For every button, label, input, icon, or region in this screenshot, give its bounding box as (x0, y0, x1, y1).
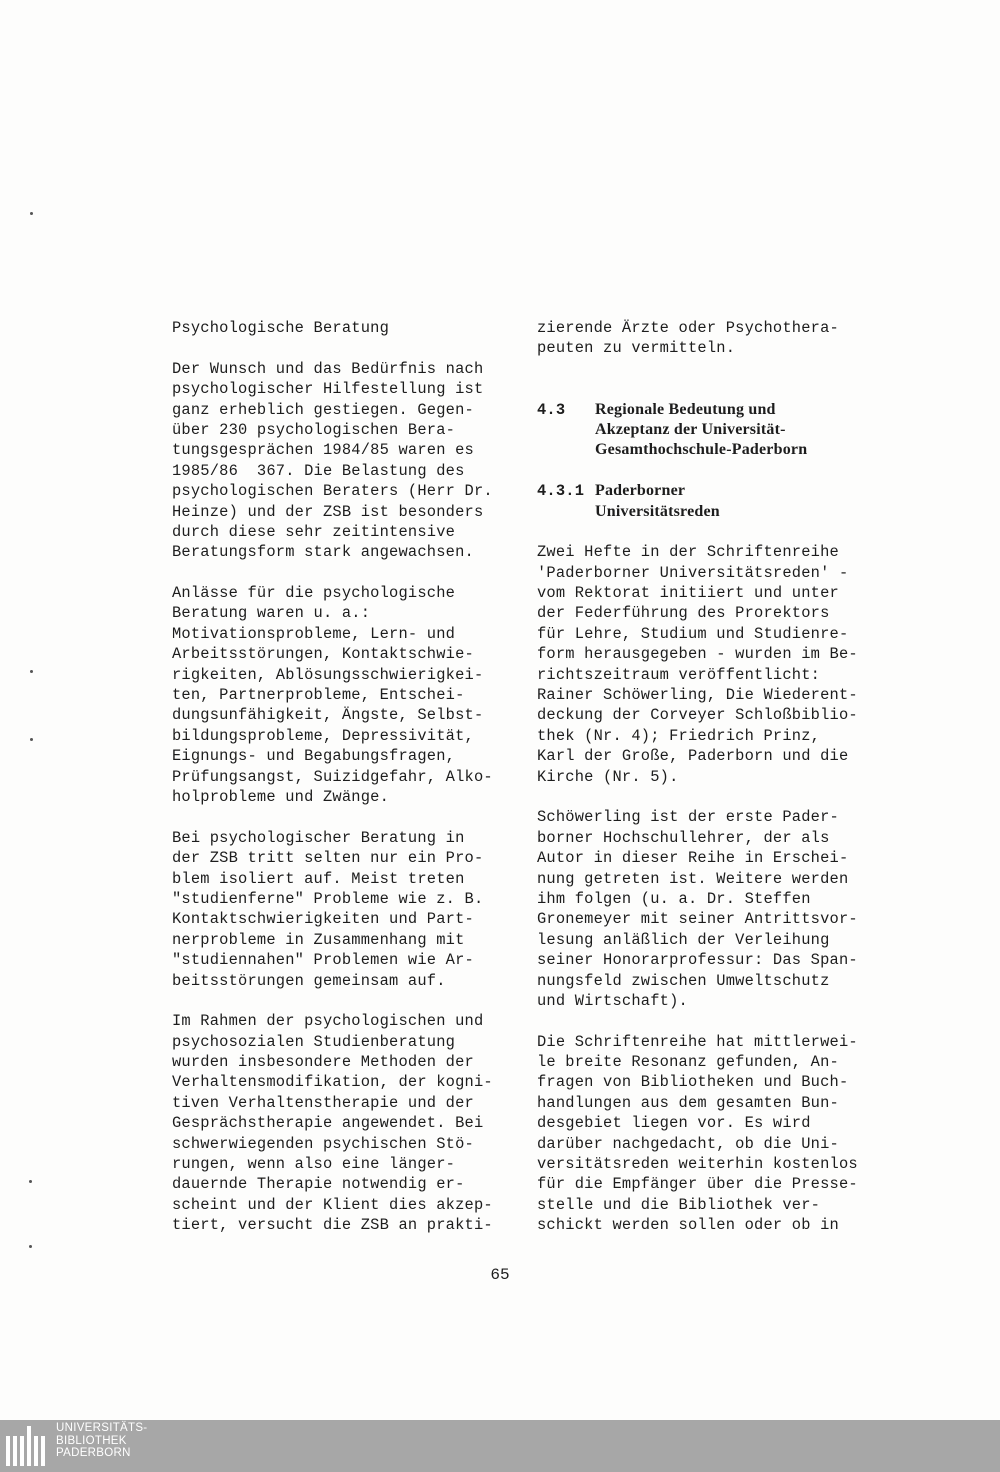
text-line: handlungen aus dem gesamten Bun- (537, 1093, 839, 1112)
text-line: Autor in dieser Reihe in Erschei- (537, 849, 849, 868)
heading-text: Regionale Bedeutung und (595, 400, 776, 418)
text-line: form herausgegeben - wurden im Be- (537, 645, 858, 664)
left-column (172, 318, 520, 1236)
scan-speck (30, 738, 33, 741)
text-line: rigkeiten, Ablösungsschwierigkei- (172, 665, 484, 684)
heading-4-3-1 (537, 481, 887, 522)
text-line: für die Empfänger über die Presse- (537, 1175, 858, 1194)
text-line: bildungsprobleme, Depressivität, (172, 726, 474, 745)
text-line: tiven Verhaltenstherapie und der (172, 1093, 474, 1112)
text-line: peuten zu vermitteln. (537, 339, 736, 358)
text-line: stelle und die Bibliothek ver- (537, 1195, 821, 1214)
scan-speck (29, 1180, 32, 1183)
text-line: blem isoliert auf. Meist treten (172, 869, 465, 888)
text-line: für Lehre, Studium und Studienre- (537, 624, 849, 643)
heading-text: Gesamthochschule-Paderborn (595, 441, 808, 459)
text-line: psychologischer Hilfestellung ist (172, 380, 484, 399)
text-line: Arbeitsstörungen, Kontaktschwie- (172, 645, 474, 664)
text-line: seiner Honorarprofessur: Das Span- (537, 951, 858, 970)
text-line: darüber nachgedacht, ob die Uni- (537, 1134, 839, 1153)
text-line: und Wirtschaft). (537, 991, 688, 1010)
text-line: Karl der Große, Paderborn und die (537, 747, 849, 766)
text-line: zierende Ärzte oder Psychothera- (537, 319, 839, 337)
text-line: Die Schriftenreihe hat mittlerwei- (537, 1032, 858, 1051)
text-line: Rainer Schöwerling, Die Wiederent- (537, 686, 858, 705)
text-line: durch diese sehr zeitintensive (172, 522, 456, 541)
text-line: Beratung waren u. a.: (172, 604, 371, 623)
text-line: der Federführung des Prorektors (537, 604, 830, 623)
library-name-line: PADERBORN (56, 1447, 131, 1460)
library-name (56, 1422, 147, 1460)
text-line: Kirche (Nr. 5). (537, 767, 679, 786)
heading-4-3 (537, 400, 887, 461)
text-line: "studienferne" Probleme wie z. B. (172, 889, 484, 908)
text-line: Prüfungsangst, Suizidgefahr, Alko- (172, 767, 493, 786)
text-line: Schöwerling ist der erste Pader- (537, 808, 839, 827)
text-line: 'Paderborner Universitätsreden' - (537, 563, 849, 582)
heading-text: Paderborner (595, 482, 686, 500)
text-line: psychologischen Beraters (Herr Dr. (172, 482, 493, 501)
text-line: rungen, wenn also eine länger- (172, 1155, 456, 1174)
library-footer (0, 1420, 1000, 1472)
text-line: tungsgesprächen 1984/85 waren es (172, 441, 474, 460)
text-line: nungsfeld zwischen Umweltschutz (537, 971, 830, 990)
text-line: ganz erheblich gestiegen. Gegen- (172, 400, 474, 419)
text-line: lesung anläßlich der Verleihung (537, 930, 830, 949)
paragraph-demand (172, 359, 520, 563)
paragraph-schoewerling (537, 807, 887, 1011)
heading-number: 4.3.1 (537, 482, 585, 501)
paragraph-methods (172, 1011, 520, 1235)
paragraph-continuation (537, 318, 887, 359)
text-line: Beratungsform stark angewachsen. (172, 543, 474, 562)
text-line: desgebiet liegen vor. Es wird (537, 1114, 811, 1133)
paragraph-reasons (172, 583, 520, 807)
text-line: Eignungs- und Begabungsfragen, (172, 747, 456, 766)
right-column (537, 318, 887, 1236)
text-line: 1985/86 367. Die Belastung des (172, 461, 465, 480)
scan-speck (30, 670, 33, 673)
text-line: nerprobleme in Zusammenhang mit (172, 930, 465, 949)
text-line: Gronemeyer mit seiner Antrittsvor- (537, 910, 858, 929)
text-line: Gesprächstherapie angewendet. Bei (172, 1114, 484, 1133)
text-line: beitsstörungen gemeinsam auf. (172, 971, 446, 990)
paragraph-booklets (537, 542, 887, 787)
text-line: fragen von Bibliotheken und Buch- (537, 1073, 849, 1092)
paragraph-problems (172, 828, 520, 991)
text-line: deckung der Corveyer Schloßbiblio- (537, 706, 858, 725)
text-line: Im Rahmen der psychologischen und (172, 1012, 484, 1031)
heading-text: Universitätsreden (595, 502, 720, 520)
text-line: schwerwiegenden psychischen Stö- (172, 1134, 474, 1153)
text-line: der ZSB tritt selten nur ein Pro- (172, 849, 484, 868)
text-line: ihm folgen (u. a. Dr. Steffen (537, 889, 811, 908)
library-name-line: UNIVERSITÄTS- (56, 1422, 148, 1434)
section-title: Psychologische Beratung (172, 319, 390, 337)
text-line: nung getreten ist. Weitere werden (537, 869, 849, 888)
text-line: "studiennahen" Problemen wie Ar- (172, 951, 474, 970)
text-line: Verhaltensmodifikation, der kogni- (172, 1073, 493, 1092)
heading-text: Akzeptanz der Universität- (595, 420, 786, 438)
text-line: Zwei Hefte in der Schriftenreihe (537, 543, 839, 562)
text-line: thek (Nr. 4); Friedrich Prinz, (537, 726, 821, 745)
page-number: 65 (490, 1266, 510, 1284)
text-line: Anlässe für die psychologische (172, 584, 456, 603)
library-name-line: BIBLIOTHEK (56, 1434, 127, 1447)
text-line: psychosozialen Studienberatung (172, 1032, 456, 1051)
text-line: dauernde Therapie notwendig er- (172, 1175, 465, 1194)
library-logo-icon (4, 1426, 48, 1466)
text-line: Der Wunsch und das Bedürfnis nach (172, 359, 484, 378)
text-line: über 230 psychologischen Bera- (172, 420, 456, 439)
text-line: wurden insbesondere Methoden der (172, 1053, 474, 1072)
text-line: schickt werden sollen oder ob in (537, 1216, 839, 1235)
text-line: Kontaktschwierigkeiten und Part- (172, 910, 474, 929)
paragraph-resonance (537, 1032, 887, 1236)
scan-speck (29, 1245, 32, 1248)
scan-speck (30, 212, 33, 215)
text-line: versitätsreden weiterhin kostenlos (537, 1155, 858, 1174)
text-line: holprobleme und Zwänge. (172, 787, 390, 806)
text-line: ten, Partnerprobleme, Entschei- (172, 686, 465, 705)
text-line: scheint und der Klient dies akzep- (172, 1195, 493, 1214)
text-line: dungsunfähigkeit, Ängste, Selbst- (172, 706, 484, 725)
text-line: Heinze) und der ZSB ist besonders (172, 502, 484, 521)
text-line: borner Hochschullehrer, der als (537, 828, 830, 847)
text-line: tiert, versucht die ZSB an prakti- (172, 1216, 493, 1235)
text-line: le breite Resonanz gefunden, An- (537, 1053, 839, 1072)
text-line: Motivationsprobleme, Lern- und (172, 624, 456, 643)
text-line: Bei psychologischer Beratung in (172, 828, 465, 847)
text-line: richtszeitraum veröffentlicht: (537, 665, 821, 684)
heading-number: 4.3 (537, 400, 566, 419)
text-line: vom Rektorat initiiert und unter (537, 584, 839, 603)
